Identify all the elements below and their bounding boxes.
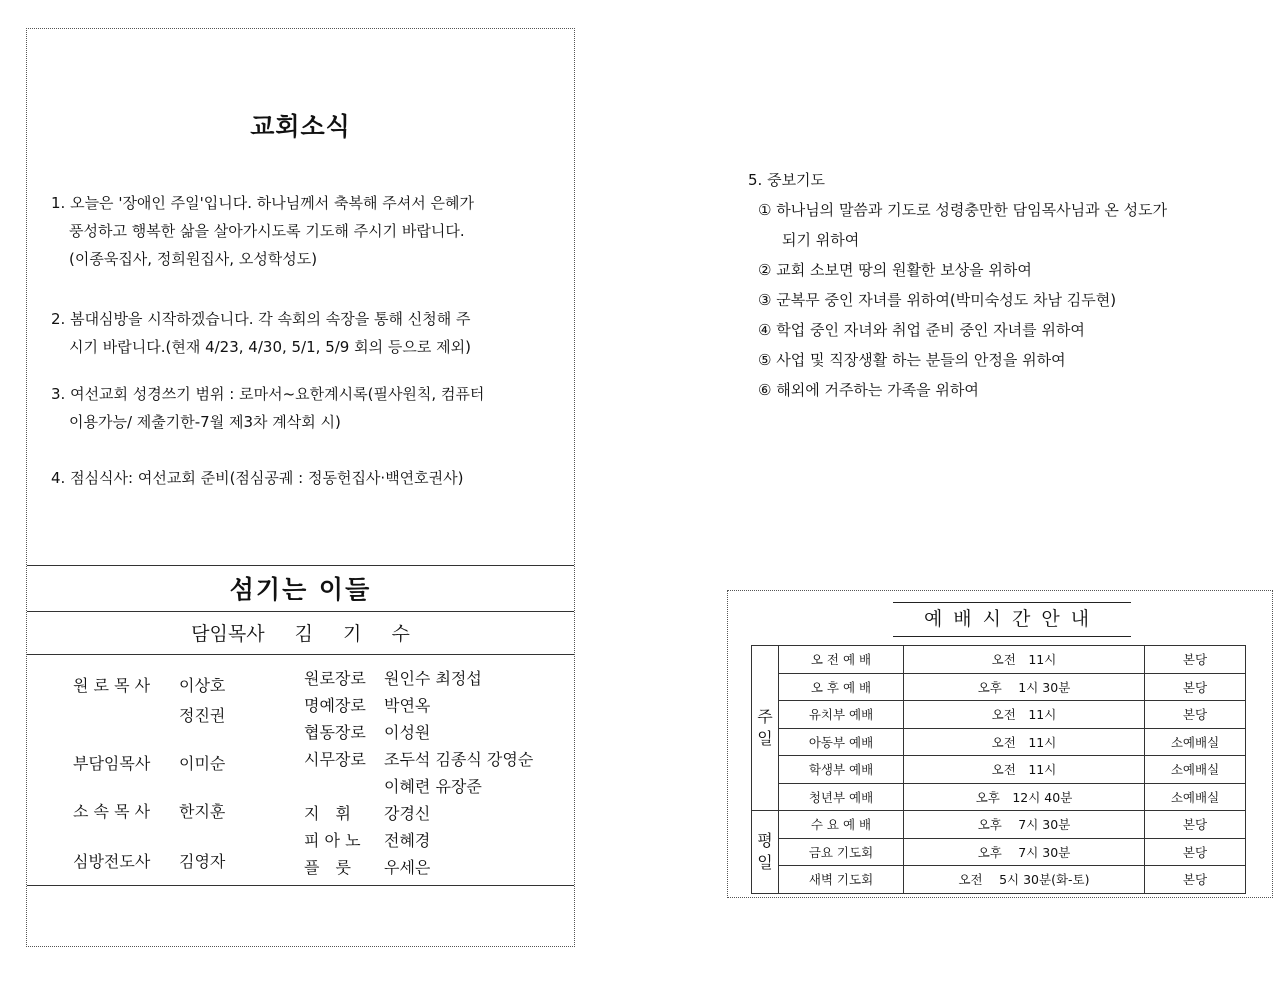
news-line: 이용가능/ 제출기한-7월 제3차 계삭회 시) xyxy=(69,413,341,431)
news-title: 교회소식 xyxy=(250,112,351,141)
elder-role: 명예장로 xyxy=(304,696,366,715)
service-place: 소예배실 xyxy=(1145,728,1246,756)
prayer-item-continued: 되기 위하여 xyxy=(782,231,860,249)
prayer-item: ② 교회 소보면 땅의 원활한 보상을 위하여 xyxy=(758,261,1032,279)
news-item-4 xyxy=(51,464,551,492)
service-name: 수 요 예 배 xyxy=(779,811,904,839)
elder-row xyxy=(304,693,430,716)
elder-row xyxy=(304,801,430,824)
elder-names: 전혜경 xyxy=(384,831,431,850)
senior-pastor-name-part: 수 xyxy=(391,623,410,645)
staff-row xyxy=(179,703,225,726)
staff-role: 원 로 목 사 xyxy=(73,676,151,695)
elder-row xyxy=(304,855,430,878)
elder-names: 강경신 xyxy=(384,804,431,823)
elder-row xyxy=(304,747,533,770)
staff-name: 이미순 xyxy=(179,754,226,773)
news-line: 3. 여선교회 성경쓰기 범위 : 로마서~요한계시록(필사원칙, 컴퓨터 xyxy=(51,385,485,403)
service-name: 아동부 예배 xyxy=(779,728,904,756)
staff-role: 심방전도사 xyxy=(73,852,151,871)
service-place: 본당 xyxy=(1145,673,1246,701)
divider xyxy=(27,611,574,612)
elder-role: 협동장로 xyxy=(304,723,366,742)
elder-role: 플 룻 xyxy=(304,858,351,877)
staff-row xyxy=(73,799,225,822)
service-place: 본당 xyxy=(1145,811,1246,839)
table-row xyxy=(752,673,1246,701)
news-line: 1. 오늘은 '장애인 주일'입니다. 하나님께서 축복해 주셔서 은혜가 xyxy=(51,194,474,212)
service-name: 금요 기도회 xyxy=(779,838,904,866)
church-news-panel xyxy=(26,28,575,947)
news-line: 2. 봄대심방을 시작하겠습니다. 각 속회의 속장을 통해 신청해 주 xyxy=(51,310,471,328)
service-name: 오 전 예 배 xyxy=(779,646,904,674)
service-time: 오전 5시 30분(화-토) xyxy=(904,866,1145,894)
staff-row xyxy=(73,849,225,872)
senior-pastor-name-part: 기 xyxy=(343,623,362,645)
elder-role: 원로장로 xyxy=(304,669,366,688)
elder-names: 이성원 xyxy=(384,723,431,742)
news-line: 시기 바랍니다.(현재 4/23, 4/30, 5/1, 5/9 회의 등으로 제외) xyxy=(69,338,471,356)
service-place: 소예배실 xyxy=(1145,783,1246,811)
prayer-item: ④ 학업 중인 자녀와 취업 준비 중인 자녀를 위하여 xyxy=(758,321,1085,339)
elder-names: 박연옥 xyxy=(384,696,431,715)
service-name: 새벽 기도회 xyxy=(779,866,904,894)
news-item-1 xyxy=(51,189,551,273)
service-time: 오후 7시 30분 xyxy=(904,838,1145,866)
prayer-item: ⑥ 해외에 거주하는 가족을 위하여 xyxy=(758,381,979,399)
service-name: 유치부 예배 xyxy=(779,701,904,729)
staff-name: 김영자 xyxy=(179,852,226,871)
elder-names: 우세은 xyxy=(384,858,431,877)
news-line: 풍성하고 행복한 삶을 살아가시도록 기도해 주시기 바랍니다. xyxy=(69,222,465,240)
elder-role: 시무장로 xyxy=(304,750,366,769)
group-label: 평일 xyxy=(757,830,773,872)
prayer-title: 5. 중보기도 xyxy=(748,171,826,189)
elder-names: 이혜련 유장준 xyxy=(384,777,482,796)
service-place: 본당 xyxy=(1145,866,1246,894)
service-name: 학생부 예배 xyxy=(779,756,904,784)
elder-role: 지 휘 xyxy=(304,804,351,823)
staff-name: 한지훈 xyxy=(179,802,226,821)
service-time: 오전 11시 xyxy=(904,728,1145,756)
staff-role: 소 속 목 사 xyxy=(73,802,151,821)
service-time: 오전 11시 xyxy=(904,701,1145,729)
group-label: 주일 xyxy=(757,707,773,748)
senior-pastor-name-part: 김 xyxy=(294,623,313,645)
group-sunday xyxy=(752,646,779,811)
group-weekday xyxy=(752,811,779,894)
staff-name: 정진권 xyxy=(179,706,226,725)
table-row xyxy=(752,756,1246,784)
table-row xyxy=(752,866,1246,894)
divider xyxy=(27,565,574,566)
table-row xyxy=(752,646,1246,674)
table-row xyxy=(752,838,1246,866)
divider xyxy=(27,885,574,886)
table-row xyxy=(752,728,1246,756)
senior-pastor-role: 담임목사 xyxy=(191,623,265,645)
table-row xyxy=(752,811,1246,839)
intercessory-prayer xyxy=(748,165,1248,405)
staff-row xyxy=(73,673,225,696)
worship-title: 예배시간안내 xyxy=(893,602,1131,637)
elder-row xyxy=(304,828,430,851)
table-row xyxy=(752,701,1246,729)
senior-pastor xyxy=(27,619,574,646)
elder-names: 조두석 김종식 강영순 xyxy=(384,750,534,769)
service-name: 오 후 예 배 xyxy=(779,673,904,701)
service-place: 본당 xyxy=(1145,646,1246,674)
service-place: 소예배실 xyxy=(1145,756,1246,784)
divider xyxy=(27,654,574,655)
elder-role: 피 아 노 xyxy=(304,831,361,850)
elder-row xyxy=(304,720,430,743)
news-item-3 xyxy=(51,380,551,436)
elder-row xyxy=(304,666,482,689)
worship-table xyxy=(751,645,1246,894)
staff-role: 부담임목사 xyxy=(73,754,151,773)
news-item-2 xyxy=(51,305,551,361)
service-place: 본당 xyxy=(1145,701,1246,729)
service-time: 오후 12시 40분 xyxy=(904,783,1145,811)
service-time: 오후 1시 30분 xyxy=(904,673,1145,701)
staff-name: 이상호 xyxy=(179,676,226,695)
service-time: 오전 11시 xyxy=(904,756,1145,784)
service-place: 본당 xyxy=(1145,838,1246,866)
news-line: (이종욱집사, 정희원집사, 오성학성도) xyxy=(69,250,318,268)
elder-row xyxy=(304,774,482,797)
prayer-item: ③ 군복무 중인 자녀를 위하여(박미숙성도 차남 김두현) xyxy=(758,291,1117,309)
elder-names: 원인수 최정섭 xyxy=(384,669,482,688)
service-time: 오전 11시 xyxy=(904,646,1145,674)
service-time: 오후 7시 30분 xyxy=(904,811,1145,839)
prayer-item: ⑤ 사업 및 직장생활 하는 분들의 안정을 위하여 xyxy=(758,351,1066,369)
servants-title: 섬기는 이들 xyxy=(229,575,372,604)
staff-row xyxy=(73,751,225,774)
news-line: 4. 점심식사: 여선교회 준비(점심공궤 : 정동헌집사·백연호권사) xyxy=(51,469,464,487)
service-name: 청년부 예배 xyxy=(779,783,904,811)
worship-schedule-panel xyxy=(727,590,1273,898)
table-row xyxy=(752,783,1246,811)
prayer-item: ① 하나님의 말씀과 기도로 성령충만한 담임목사님과 온 성도가 xyxy=(758,201,1168,219)
